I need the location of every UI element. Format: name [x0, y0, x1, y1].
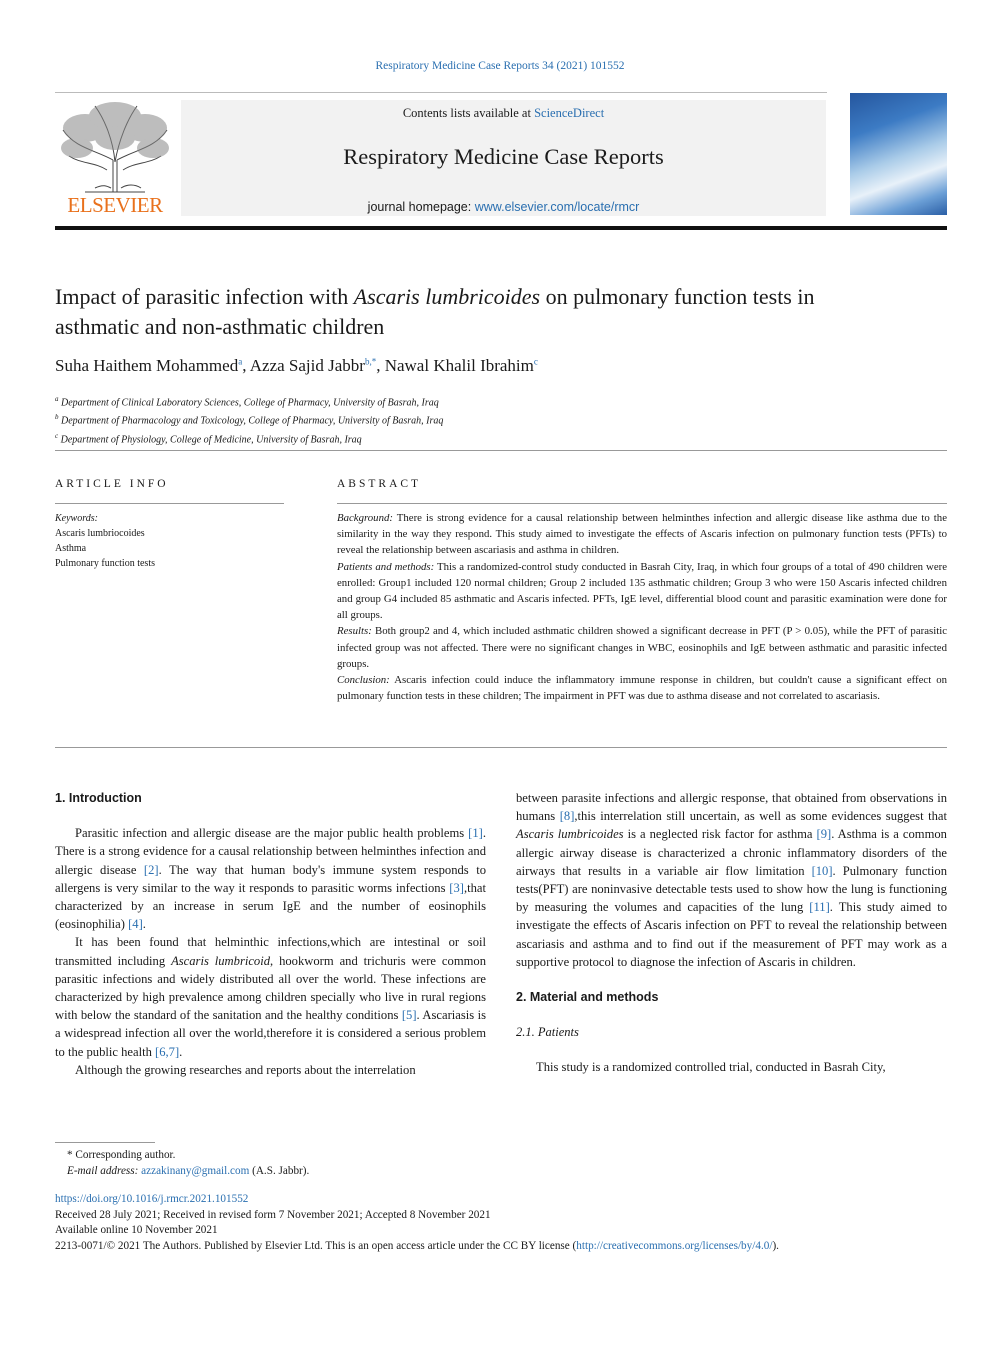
abstract-text: There is strong evidence for a causal relationship between helminthes infection and allergic disease like asthma due to the similarity in the way they respond. This study aimed to investigate the effects of Ascaris infection on pulmonary function tests (PFTs) to reveal the relationship between ascariasis and asthma in children. [337, 512, 947, 557]
journal-title: Respiratory Medicine Case Reports [343, 144, 664, 169]
journal-cover-icon[interactable] [850, 93, 947, 215]
elsevier-wordmark: ELSEVIER [67, 193, 163, 217]
abstract-label: Conclusion: [337, 674, 390, 687]
email-link[interactable]: azzakinany@gmail.com [141, 1164, 250, 1177]
citation-link[interactable]: [4] [128, 917, 143, 932]
abstract-label: Patients and methods: [337, 560, 435, 573]
text-run: . [142, 917, 146, 932]
text-run: Parasitic infection and allergic disease are the major public health problems [75, 826, 469, 841]
abstract-paragraph [337, 510, 947, 559]
body-paragraph [55, 824, 486, 933]
author-affiliation-mark[interactable]: a [238, 356, 243, 367]
affiliation-text: Department of Physiology, College of Medicine, University of Basrah, Iraq [60, 433, 362, 445]
abstract-label: Results: [337, 625, 372, 638]
doi-link[interactable]: https://doi.org/10.1016/j.rmcr.2021.101552 [55, 1193, 249, 1205]
abstract-paragraph [337, 623, 947, 672]
body-paragraph [55, 933, 486, 1060]
citation-link[interactable]: [11] [809, 900, 830, 915]
section-divider [55, 747, 947, 748]
contents-prefix: Contents lists available at [402, 106, 535, 120]
available-online: Available online 10 November 2021 [55, 1224, 218, 1237]
methods-heading: 2. Material and methods [516, 990, 659, 1005]
contents-line [181, 106, 826, 121]
license-line [55, 1239, 950, 1255]
homepage-prefix: journal homepage: [367, 200, 475, 214]
section-divider [55, 450, 947, 451]
header-divider [55, 92, 827, 93]
citation-link[interactable]: [6,7] [155, 1044, 180, 1059]
citation-link[interactable]: [9] [816, 827, 832, 842]
citation-link[interactable]: [5] [401, 1008, 417, 1023]
affiliation-item [55, 429, 443, 447]
sciencedirect-link[interactable]: ScienceDirect [534, 106, 605, 120]
author-affiliation-mark[interactable]: c [533, 356, 538, 367]
affiliation-item [55, 392, 443, 410]
title-part: on pulmonary function tests in asthmatic and non-asthmatic children [55, 284, 815, 339]
species-name: Ascaris lumbricoid [171, 953, 271, 968]
footnote [67, 1148, 309, 1179]
text-run: . This study aimed to investigate the effects of Ascaris infection on PFT to reveal the relationship between ascariasis and asthma and to find out if the measurement of PFT may work as a supportive protocol to diagnose the infection of Ascaris in children. [516, 900, 947, 969]
citation-link[interactable]: [2] [143, 862, 159, 877]
patients-subheading: 2.1. Patients [516, 1025, 579, 1040]
author-name: Suha Haithem Mohammed [55, 356, 239, 375]
body-paragraph: This study is a randomized controlled trial, conducted in Basrah City, [536, 1060, 886, 1075]
author-name: Nawal Khalil Ibrahim [384, 356, 534, 375]
abstract-text: Both group2 and 4, which included asthmatic children showed a significant decrease in PFT (P > 0.05), while the PFT of parasitic infected group was not affected. There were no significant changes in WBC, eosinophils and IgE between asthmatic and parasitic infected groups. [337, 625, 947, 670]
body-paragraph [516, 789, 947, 971]
affiliation-mark: c [55, 431, 59, 440]
email-label: E-mail address: [67, 1164, 142, 1177]
affiliation-mark: b [55, 413, 59, 422]
abstract-divider [337, 503, 947, 504]
affiliation-list [55, 392, 443, 447]
license-link[interactable]: http://creativecommons.org/licenses/by/4.0/ [576, 1239, 773, 1252]
author-separator: , [242, 356, 250, 375]
homepage-line [181, 200, 826, 214]
license-text: ). [772, 1239, 779, 1252]
keyword-list [55, 511, 155, 571]
author-list [55, 356, 538, 376]
text-run: is a neglected risk factor for asthma [623, 827, 817, 842]
text-run: . The way that human body's immune system responds to allergens is very similar to the way it responds to parasitic worms infections [55, 862, 486, 895]
journal-homepage-link[interactable]: www.elsevier.com/locate/rmcr [474, 200, 640, 214]
author-name: Azza Sajid Jabbr [249, 356, 365, 375]
citation-link[interactable]: [3] [449, 880, 464, 895]
email-owner: (A.S. Jabbr). [249, 1164, 310, 1177]
article-title [55, 282, 835, 342]
author-separator: , [376, 356, 385, 375]
affiliation-text: Department of Pharmacology and Toxicology, College of Pharmacy, University of Basrah, Iraq [61, 415, 444, 427]
affiliation-text: Department of Clinical Laboratory Sciences, College of Pharmacy, University of Basrah, Iraq [61, 397, 439, 409]
keyword-item: Asthma [55, 543, 87, 554]
keywords-label: Keywords: [55, 513, 98, 524]
abstract-text: Ascaris infection could induce the inflammatory immune response in children, but couldn't cause a significant effect on pulmonary function tests in these children; The impairment in PFT was due to asthma disease and not correlated to ascariasis. [337, 674, 947, 703]
text-run: . Pulmonary function tests(PFT) are noninvasive detectable tests used to show how the lung is functioning by measuring the volumes and capacities of the lung [516, 863, 948, 915]
text-run: . Ascariasis is a widespread infection all over the world,therefore it is considered a serious problem to the public health [55, 1008, 486, 1059]
title-part: Impact of parasitic infection with [55, 284, 354, 309]
license-text: 2213-0071/© 2021 The Authors. Published by Elsevier Ltd. This is an open access article under the CC BY license ( [55, 1239, 577, 1252]
journal-citation[interactable]: Respiratory Medicine Case Reports 34 (2021) 101552 [375, 60, 625, 72]
received-dates: Received 28 July 2021; Received in revised form 7 November 2021; Accepted 8 November 2021 [55, 1208, 491, 1221]
article-info-divider [55, 503, 284, 504]
author-affiliation-mark[interactable]: b,* [364, 356, 377, 367]
header-thick-divider [55, 226, 947, 230]
abstract-heading: ABSTRACT [337, 478, 422, 490]
title-species: Ascaris lumbricoides [353, 284, 541, 309]
intro-heading: 1. Introduction [55, 791, 142, 805]
text-run: . [179, 1044, 183, 1059]
article-info-heading: ARTICLE INFO [55, 478, 169, 490]
text-run: ,this interrelation still uncertain, as well as some evidences suggest that [574, 809, 947, 824]
footnote-divider [55, 1142, 155, 1143]
text-run: between parasite infections and allergic response, that obtained from observations in humans [516, 791, 947, 824]
text-run: . Asthma is a common allergic airway disease is characterized a chronic inflammatory disorders of the airways that results in a variable air flow limitation [516, 827, 947, 878]
abstract-label: Background: [337, 512, 393, 524]
tree-icon [55, 100, 175, 198]
elsevier-tree-logo-icon[interactable] [55, 100, 175, 218]
citation-link[interactable]: [10] [811, 863, 833, 878]
body-paragraph: Although the growing researches and reports about the interrelation [75, 1062, 416, 1077]
citation-link[interactable]: [1] [468, 826, 483, 841]
abstract-text: This a randomized-control study conducted in Basrah City, Iraq, in which four groups of a total of 490 children were enrolled: Group1 included 120 normal children; Group 2 included 135 asthmatic children; Group 3 who were 150 Ascaris infected children and group G4 included 85 asthmatic and Ascaris infected. PFTs, IgE level, differential blood count and parasitic examination were done for all groups. [337, 560, 948, 622]
text-run: It has been found that helminthic infections,which are intestinal or soil transmitted including [55, 935, 486, 968]
keyword-item: Pulmonary function tests [55, 558, 155, 569]
affiliation-mark: a [55, 395, 59, 403]
text-run: . There is a strong evidence for a causal relationship between helminthes infection and allergic disease [55, 826, 486, 877]
corresponding-note: Corresponding author. [72, 1149, 176, 1161]
right-column [516, 789, 947, 1077]
affiliation-item [55, 410, 443, 428]
text-run: , hookworm and trichuris were common parasitic infections and widely distributed all over the world. These infections are characterized by high prevalence among children specially who live in rural regions with below the standard of the sanitation and the healthy conditions [55, 953, 487, 1023]
text-run: ,that characterized by an increase in serum IgE and the number of eosinophils (eosinophilia) [55, 880, 486, 932]
left-column [55, 789, 486, 1079]
footnote-mark: * [67, 1149, 73, 1161]
keyword-item: Ascaris lumbriocoides [55, 528, 145, 539]
abstract-paragraph [337, 672, 947, 704]
article-footer [55, 1192, 950, 1254]
abstract-body [337, 510, 947, 704]
abstract-paragraph [337, 559, 947, 624]
species-name: Ascaris lumbricoides [516, 827, 624, 842]
citation-link[interactable]: [8] [559, 809, 575, 824]
journal-header-box [181, 100, 826, 216]
